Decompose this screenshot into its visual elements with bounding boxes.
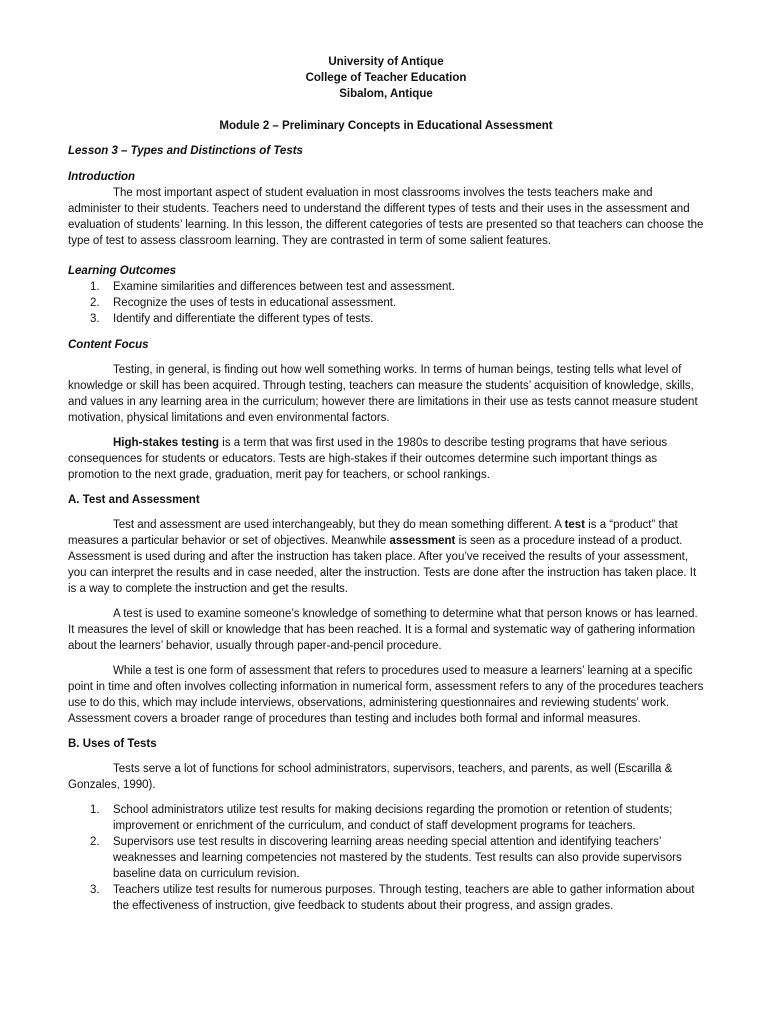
list-text: Teachers utilize test results for numerous purposes. Through testing, teachers are able to gather information about the effectiveness of instruction, give feedback to students about their progress, and assign grades. bbox=[113, 884, 695, 912]
list-item bbox=[68, 882, 704, 914]
university-name: University of Antique bbox=[328, 56, 444, 68]
section-a-paragraph-1 bbox=[68, 517, 704, 597]
list-text: School administrators utilize test results for making decisions regarding the promotion or retention of students; improvement or enrichment of the curriculum, and conduct of staff development programs for teachers. bbox=[113, 804, 673, 832]
location: Sibalom, Antique bbox=[339, 88, 433, 100]
learning-outcomes-list bbox=[68, 279, 704, 327]
list-item bbox=[68, 802, 704, 834]
list-item bbox=[68, 279, 704, 295]
content-focus-paragraph-1: Testing, in general, is finding out how well something works. In terms of human beings, testing tells what level of knowledge or skill has been acquired. Through testing, teachers can measure the students’ acquisition of knowledge, skills, and values in any learning area in the curriculum; however there are limitations in their use as tests cannot measure student motivation, physical limitations and even environmental factors. bbox=[68, 364, 698, 424]
section-a-paragraph-2: A test is used to examine someone’s knowledge of something to determine what that person knows or has learned. It measures the level of skill or knowledge that has been reached. It is a formal and systematic way of gathering information about the learners’ behavior, usually through paper-and-pencil procedure. bbox=[68, 608, 698, 652]
paragraph-text: is a term that was first used in the 1980s to describe testing programs that have serious consequences for students or educators. Tests are high-stakes if their outcomes determine such important things as promotion to the next grade, graduation, merit pay for teachers, or school rankings. bbox=[68, 437, 668, 481]
list-text: Examine similarities and differences between test and assessment. bbox=[113, 281, 455, 293]
lesson-title: Lesson 3 – Types and Distinctions of Tests bbox=[68, 145, 303, 157]
high-stakes-term: High-stakes testing bbox=[113, 437, 220, 449]
list-text: Recognize the uses of tests in educational assessment. bbox=[113, 297, 397, 309]
list-number: 3. bbox=[90, 313, 100, 325]
paragraph-text: is a “product” that measures a particular behavior or set of objectives. Meanwhile bbox=[68, 519, 678, 547]
section-b-heading: B. Uses of Tests bbox=[68, 738, 157, 750]
list-text: Supervisors use test results in discovering learning areas needing special attention and identifying teachers’ weaknesses and learning competencies not mastered by the students. Test results can also provide supervisors baseline data on curriculum revision. bbox=[113, 836, 682, 880]
uses-of-tests-list bbox=[68, 802, 704, 914]
section-a-paragraph-3: While a test is one form of assessment that refers to procedures used to measure a learners’ learning at a specific point in time and often involves collecting information in numerical form, assessment refers to any of the procedures teachers use to do this, which may include interviews, observations, administering questionnaires and reviewing students’ work. Assessment covers a broader range of procedures than testing and includes both formal and informal measures. bbox=[68, 665, 704, 725]
college-name: College of Teacher Education bbox=[305, 72, 467, 84]
list-item bbox=[68, 834, 704, 882]
paragraph-text: is seen as a procedure instead of a product. Assessment is used during and after the instruction has taken place. After you’ve received the results of your assessment, you can interpret the results and in case needed, alter the instruction. Tests are done after the instruction has taken place. It is a way to complete the instruction and get the results. bbox=[68, 535, 697, 595]
module-title: Module 2 – Preliminary Concepts in Educational Assessment bbox=[219, 120, 553, 132]
introduction-heading: Introduction bbox=[68, 171, 136, 183]
assessment-term: assessment bbox=[389, 535, 456, 547]
content-focus-paragraph-2 bbox=[68, 435, 704, 483]
list-number: 3. bbox=[90, 884, 100, 896]
test-term: test bbox=[564, 519, 586, 531]
content-focus-heading: Content Focus bbox=[68, 339, 149, 351]
list-number: 1. bbox=[90, 804, 100, 816]
list-number: 2. bbox=[90, 836, 100, 848]
list-number: 2. bbox=[90, 297, 100, 309]
list-number: 1. bbox=[90, 281, 100, 293]
learning-outcomes-heading: Learning Outcomes bbox=[68, 265, 176, 277]
list-item bbox=[68, 311, 704, 327]
section-b-intro: Tests serve a lot of functions for school administrators, supervisors, teachers, and parents, as well (Escarilla & Gonzales, 1990). bbox=[68, 763, 673, 791]
list-item bbox=[68, 295, 704, 311]
list-text: Identify and differentiate the different types of tests. bbox=[113, 313, 374, 325]
introduction-text: The most important aspect of student evaluation in most classrooms involves the tests teachers make and administer to their students. Teachers need to understand the different types of tests and their uses in the assessment and evaluation of students’ learning. In this lesson, the different categories of tests are presented so that teachers can choose the type of test to assess classroom learning. They are contrasted in term of some salient features. bbox=[68, 187, 704, 247]
section-a-heading: A. Test and Assessment bbox=[68, 494, 200, 506]
document-page bbox=[68, 54, 704, 914]
paragraph-text: Test and assessment are used interchangeably, but they do mean something different. A bbox=[113, 519, 565, 531]
